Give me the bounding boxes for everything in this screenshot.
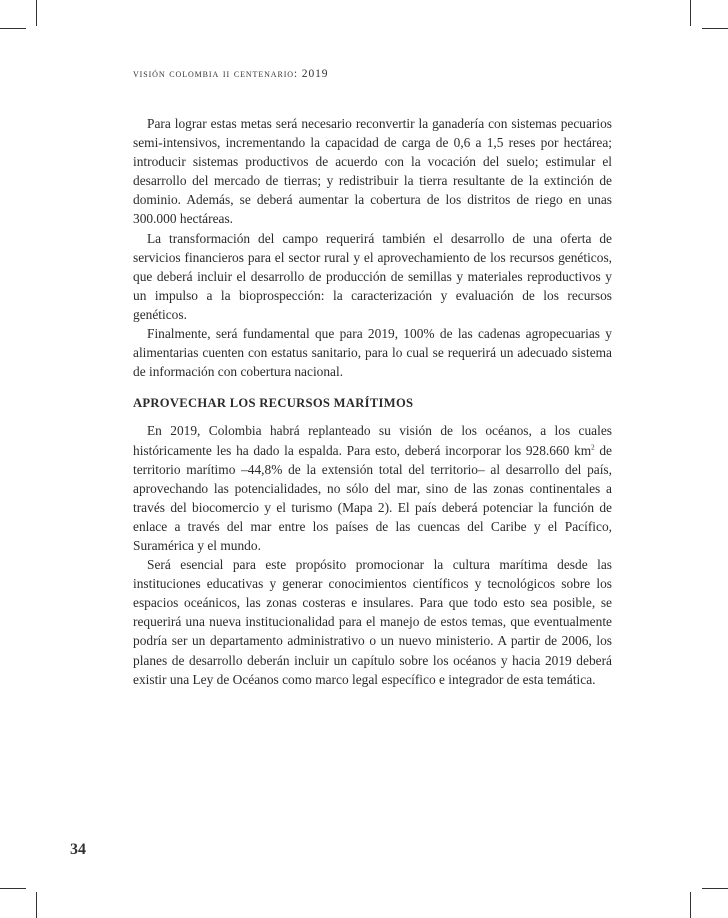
crop-mark-top-left-h xyxy=(0,28,26,29)
crop-mark-bottom-right-h xyxy=(702,888,728,889)
page-number: 34 xyxy=(70,841,86,858)
crop-mark-top-left xyxy=(36,0,37,26)
paragraph-5: Será esencial para este propósito promocionar la cultura marítima desde las instituciones educativas y generar conocimientos científicos y tecnológicos sobre los espacios oceánicos, las zonas costeras e insulares. Para que todo esto sea posible, se requerirá una nueva institucionalidad para el manejo de estos temas, que eventualmente podría ser un departamento administrativo o un nuevo ministerio. A partir de 2006, los planes de desarrollo deberán incluir un capítulo sobre los océanos y hacia 2019 deberá existir una Ley de Océanos como marco legal específico e integrador de esta temática. xyxy=(133,557,612,687)
crop-mark-top-right xyxy=(690,0,691,26)
paragraph-3: Finalmente, será fundamental que para 2019, 100% de las cadenas agropecuarias y alimentarias cuenten con estatus sanitario, para lo cual se requerirá un adecuado sistema de información con cobertura nacional. xyxy=(133,326,612,380)
paragraph-4 xyxy=(133,421,612,555)
crop-mark-bottom-left-h xyxy=(0,888,26,889)
body-text xyxy=(133,114,612,689)
section-heading: APROVECHAR LOS RECURSOS MARÍTIMOS xyxy=(133,396,414,411)
crop-mark-bottom-right xyxy=(690,892,691,918)
running-head: visión colombia ii centenario: 2019 xyxy=(133,68,329,80)
superscript-2: 2 xyxy=(591,443,595,452)
paragraph-2: La transformación del campo requerirá también el desarrollo de una oferta de servicios financieros para el sector rural y el aprovechamiento de los recursos genéticos, que deberá incluir el desarrollo de producción de semillas y materiales reproductivos y un impulso a la bioprospección: la caracterización y evaluación de los recursos genéticos. xyxy=(133,230,612,322)
paragraph-1: Para lograr estas metas será necesario reconvertir la ganadería con sistemas pecuarios semi-intensivos, incrementando la capacidad de carga de 0,6 a 1,5 reses por hectárea; introducir sistemas productivos de acuerdo con la vocación del suelo; estimular el desarrollo del mercado de tierras; y redistribuir la tierra resultante de la extinción de dominio. Además, se deberá aumentar la cobertura de los distritos de riego en unas 300.000 hectáreas. xyxy=(133,116,612,227)
crop-mark-bottom-left xyxy=(36,892,37,918)
crop-mark-top-right-h xyxy=(702,28,728,29)
paragraph-4-end: de territorio marítimo –44,8% de la extensión total del territorio– al desarrollo del país, aprovechando las potencialidades, no sólo del mar, sino de las zonas continentales a través del biocomercio y el turismo (Mapa 2). El país deberá potenciar la función de enlace a través del mar entre los países de las cuencas del Caribe y el Pacífico, Suramérica y el mundo. xyxy=(133,442,612,553)
paragraph-4-start: En 2019, Colombia habrá replanteado su visión de los océanos, a los cuales históricamente les ha dado la espalda. Para esto, deberá incorporar los 928.660 km xyxy=(133,423,612,458)
